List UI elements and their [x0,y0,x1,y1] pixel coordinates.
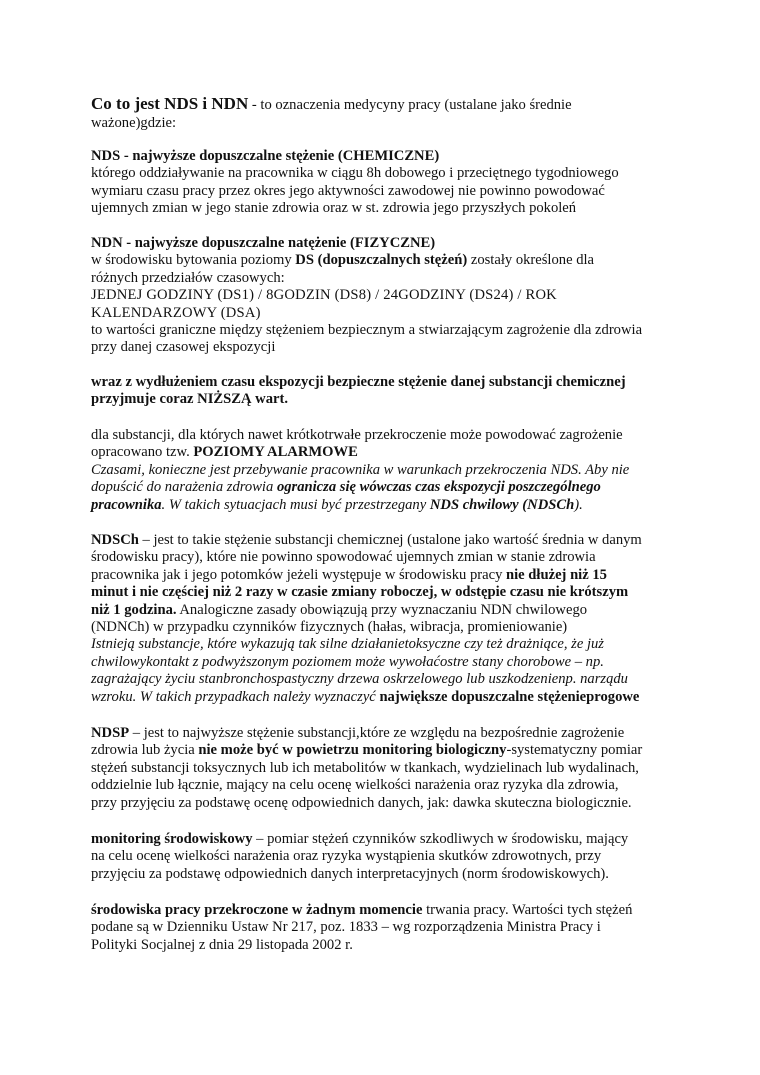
ndn-heading: NDN - najwyższe dopuszczalne natężenie (FIZYCZNE) [91,235,436,251]
nds-line-2: wymiaru czasu pracy przez okres jego aktywności zawodowej nie powinno powodować [91,182,605,199]
ndsp-line2-post: -systematyczny pomiar [506,742,643,759]
ndsch-line-2: środowisku pracy), które nie powinno spowodować ujemnych zmian w stanie zdrowia [91,549,596,566]
title-rest: - to oznaczenia medycyny pracy (ustalane jako średnie [248,97,572,113]
monitoring-line-3: przyjęciu za podstawę odpowiednich danych interpretacyjnych (norm środowiskowych). [91,865,609,882]
nds-line-1: którego oddziaływanie na pracownika w ciągu 8h dobowego i przeciętnego tygodniowego [91,165,619,182]
alarm-paragraph [91,427,681,514]
ndsp-term: NDSP [91,725,130,741]
ndn-line-5: to wartości graniczne między stężeniem bezpiecznym a stwiarzającym zagrożenie dla zdrowia [91,322,643,339]
nds-paragraph [91,148,681,218]
monitoring-paragraph [91,831,681,883]
workplace-bold: środowiska pracy przekroczone w żadnym momencie [91,902,423,918]
ndsch-line1-rest: – jest to takie stężenie substancji chemicznej (ustalone jako wartość średnia w danym [138,532,642,548]
ndsch-line-6: (NDNCh) w przypadku czynników fizycznych (hałas, wibracja, promieniowanie) [91,619,568,636]
ndsp-paragraph [91,725,681,812]
ndn-line1-post: zostały określone dla [467,252,595,269]
nds-heading: NDS - najwyższe dopuszczalne stężenie (CHEMICZNE) [91,148,440,164]
ndn-line-3: JEDNEJ GODZINY (DS1) / 8GODZIN (DS8) / 24GODZINY (DS24) / ROK [91,287,557,304]
ndsch-line-8: chwilowykontakt z podwyższonym poziomem może wywołaćostre stany chorobowe – np. [91,653,604,670]
ndn-line-2: różnych przedziałów czasowych: [91,269,285,286]
alarm-line2-pre: opracowano tzw. [91,444,194,461]
exposure-line-1: wraz z wydłużeniem czasu ekspozycji bezpieczne stężenie danej substancji chemicznej [91,374,626,390]
alarm-line5-bold: pracownika [91,496,162,513]
alarm-line-3: Czasami, konieczne jest przebywanie pracownika w warunkach przekroczenia NDS. Aby nie [91,461,630,478]
ndn-line-6: przy danej czasowej ekspozycji [91,339,276,356]
alarm-line5-end: ). [574,496,583,513]
alarm-line2-bold: POZIOMY ALARMOWE [193,444,358,461]
monitoring-line1-rest: – pomiar stężeń czynników szkodliwych w środowisku, mający [252,831,629,847]
ndsp-line-5: przy przyjęciu za podstawę ocenę odpowiednich danych, jak: dawka skuteczna biologicznie. [91,794,632,811]
ndsch-paragraph [91,532,681,706]
ndn-line-4: KALENDARZOWY (DSA) [91,304,261,321]
ndsch-line-7: Istnieją substancje, które wykazują tak silne działanietoksyczne czy też drażniące, że już [91,636,604,653]
ndn-line1-bold: DS (dopuszczalnych stężeń) [295,252,468,269]
exposure-line-2: przyjmuje coraz NIŻSZĄ wart. [91,391,288,408]
title-bold: Co to jest NDS i NDN [91,94,249,113]
alarm-line5-bold2: NDS chwilowy (NDSCh [429,496,575,513]
workplace-paragraph [91,902,681,954]
ndsp-line1-rest: – jest to najwyższe stężenie substancji,które ze względu na bezpośrednie zagrożenie [129,725,625,741]
ndn-line1-pre: w środowisku bytowania poziomy [91,252,296,269]
ndsch-line-4: minut i nie częściej niż 2 razy w czasie zmiany roboczej, w odstępie czasu nie krótszym [91,584,629,601]
alarm-line4-bold: ogranicza się wówczas czas ekspozycji poszczególnego [276,479,601,496]
workplace-line-3: Polityki Socjalnej z dnia 29 listopada 2002 r. [91,936,353,953]
ndsp-line-3: stężeń substancji toksycznych lub ich metabolitów w tkankach, wydzielinach lub wydalinach, [91,759,639,776]
monitoring-line-2: na celu ocenę wielkości narażenia oraz ryzyka wystąpienia skutków zdrowotnych, przy [91,848,602,865]
ndsp-line2-bold: nie może być w powietrzu monitoring biologiczny [198,742,507,759]
alarm-line-1: dla substancji, dla których nawet krótkotrwałe przekroczenie może powodować zagrożenie [91,427,623,443]
ndsch-line3-pre: pracownika jak i jego potomków jeżeli występuje w środowisku pracy [91,566,507,583]
monitoring-term: monitoring środowiskowy [91,831,253,847]
workplace-line-2: podane są w Dzienniku Ustaw Nr 217, poz. 1833 – wg rozporządzenia Ministra Pracy i [91,919,601,936]
ndsch-line-9: zagrażający życiu stanbronchospastyczny drzewa oskrzelowego lub uszkodzenienp. narządu [91,671,628,688]
ndn-paragraph [91,235,681,357]
ndsch-line10-bold: największe dopuszczalne stężenieprogowe [379,688,640,705]
alarm-line4-pre: dopuścić do narażenia zdrowia [91,479,277,496]
ndsch-line10-italic: wzroku. W takich przypadkach należy wyznaczyć [91,688,380,705]
exposure-paragraph [91,374,681,409]
title-paragraph [91,94,681,132]
ndsch-term: NDSCh [91,532,139,548]
nds-line-3: ujemnych zmian w jego stanie zdrowia oraz w st. zdrowia jego przyszłych pokoleń [91,200,577,217]
title-rest-line2: ważone)gdzie: [91,115,177,131]
alarm-line5-mid: . W takich sytuacjach musi być przestrzegany [161,496,430,513]
ndsch-line5-rest: Analogiczne zasady obowiązują przy wyznaczaniu NDN chwilowego [176,601,588,618]
ndsp-line2-pre: zdrowia lub życia [91,742,199,759]
ndsp-line-4: oddzielnie lub łącznie, mający na celu ocenę wielkości narażenia oraz ryzyka dla zdrowia, [91,777,619,794]
ndsch-line3-bold: nie dłużej niż 15 [506,566,607,583]
workplace-line1-rest: trwania pracy. Wartości tych stężeń [422,902,633,918]
ndsch-line5-bold: niż 1 godzina. [91,601,177,618]
